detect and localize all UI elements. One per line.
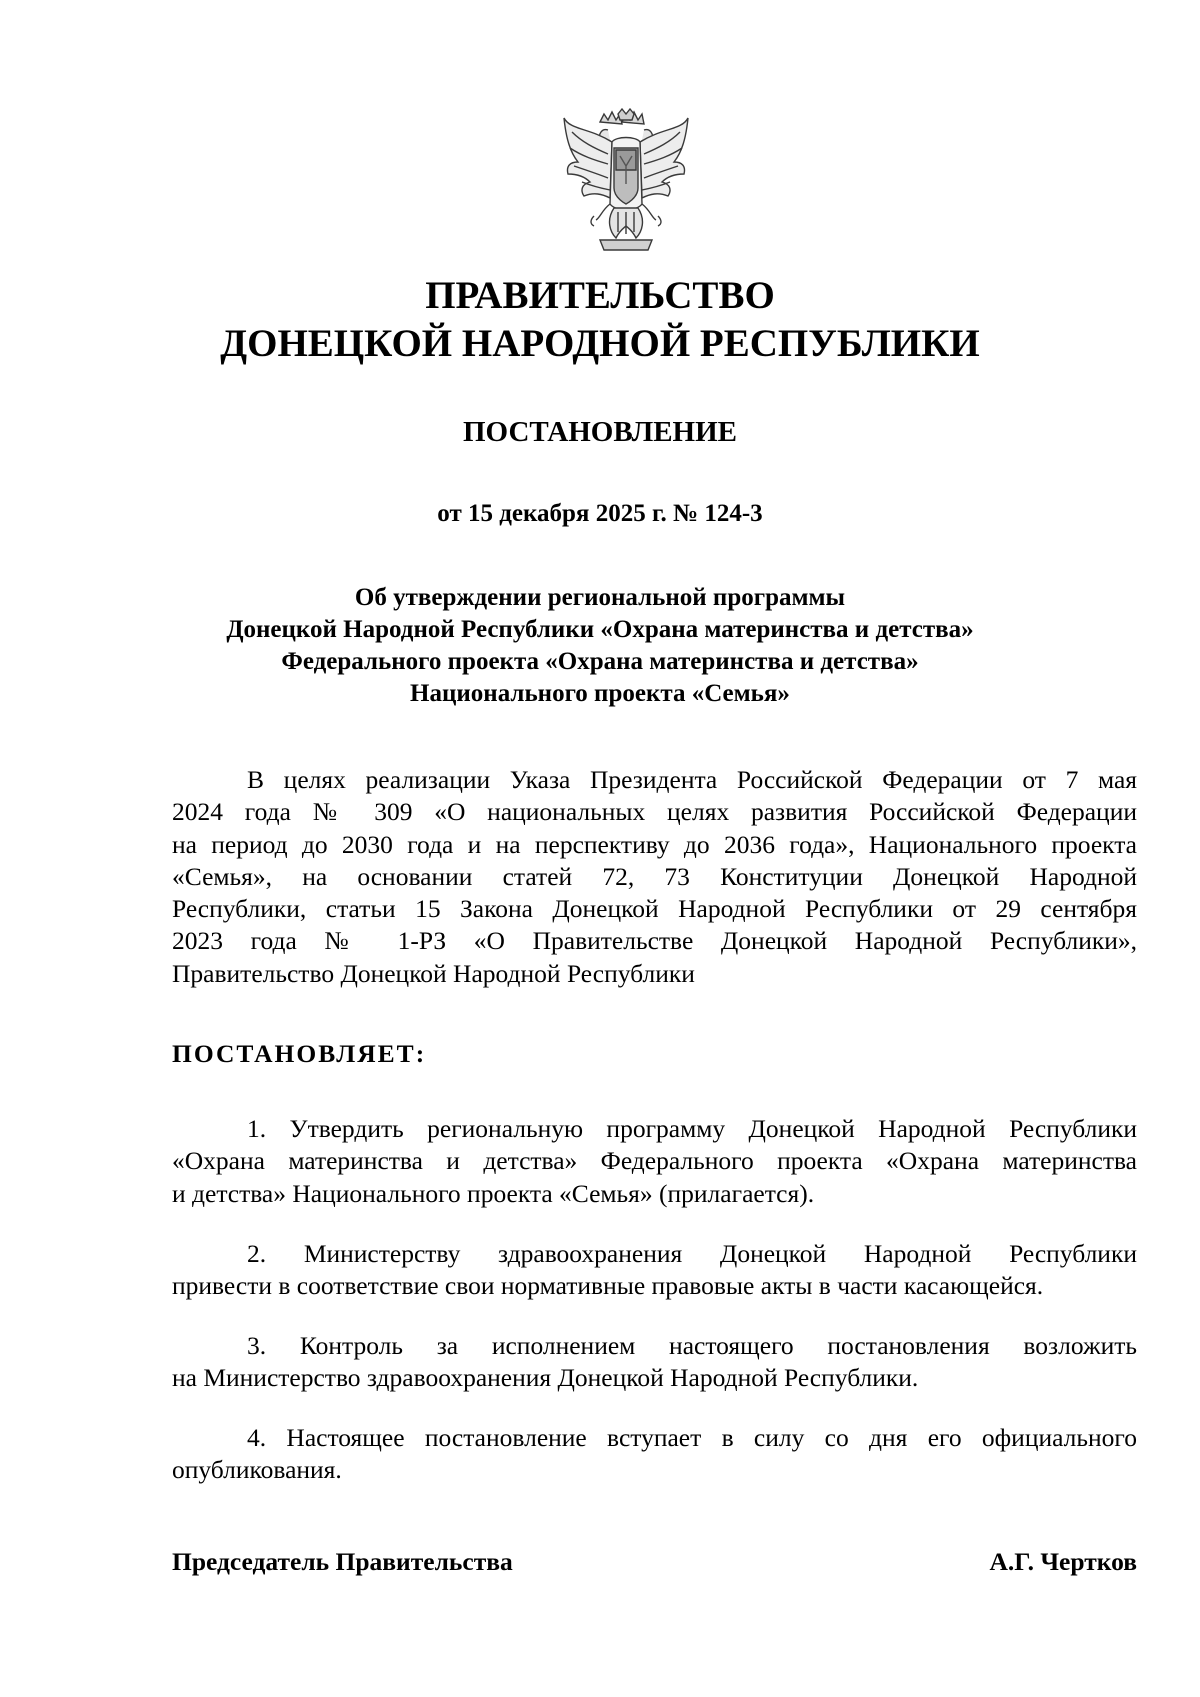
signatory-position: Председатель Правительства xyxy=(172,1547,513,1576)
coat-of-arms-icon xyxy=(560,108,692,254)
document-subject xyxy=(0,582,1200,710)
decree-item-4 xyxy=(172,1422,1137,1487)
item-line: «Охрана материнства и детства» Федерального проекта «Охрана материнства xyxy=(172,1146,1137,1176)
item-line: опубликования. xyxy=(172,1455,342,1485)
government-title-line-1: ПРАВИТЕЛЬСТВО xyxy=(425,274,775,317)
preamble-line: 2023 года № 1-РЗ «О Правительстве Донецкой Народной Республики», xyxy=(172,926,1137,956)
preamble-line: на период до 2030 года и на перспективу до 2036 года», Национального проекта xyxy=(172,829,1137,859)
preamble-line: В целях реализации Указа Президента Российской Федерации от 7 мая xyxy=(247,765,1137,794)
document-date-number: от 15 декабря 2025 г. № 124-3 xyxy=(437,500,763,527)
item-line: 3. Контроль за исполнением настоящего постановления возложить xyxy=(247,1331,1137,1360)
decree-item-2 xyxy=(172,1238,1137,1303)
decree-item-3 xyxy=(172,1330,1137,1395)
decree-verb: ПОСТАНОВЛЯЕТ: xyxy=(172,1039,427,1068)
preamble-line: Правительство Донецкой Народной Республики xyxy=(172,958,695,988)
decree-item-1 xyxy=(172,1113,1137,1210)
subject-line: Национального проекта «Семья» xyxy=(410,680,790,707)
item-line: 4. Настоящее постановление вступает в силу со дня его официального xyxy=(247,1423,1137,1452)
preamble-line: Республики, статьи 15 Закона Донецкой Народной Республики от 29 сентября xyxy=(172,894,1137,924)
preamble-line: 2024 года № 309 «О национальных целях развития Российской Федерации xyxy=(172,797,1137,827)
item-line: привести в соответствие свои нормативные правовые акты в части касающейся. xyxy=(172,1271,1044,1301)
item-line: 1. Утвердить региональную программу Донецкой Народной Республики xyxy=(247,1114,1137,1143)
preamble-paragraph xyxy=(172,764,1137,990)
document-kind: ПОСТАНОВЛЕНИЕ xyxy=(462,416,737,448)
subject-line: Об утверждении региональной программы xyxy=(354,584,846,611)
item-line: на Министерство здравоохранения Донецкой Народной Республики. xyxy=(172,1363,919,1393)
subject-line: Донецкой Народной Республики «Охрана материнства и детства» xyxy=(226,616,974,643)
government-title-line-2: ДОНЕЦКОЙ НАРОДНОЙ РЕСПУБЛИКИ xyxy=(220,322,980,365)
preamble-line: «Семья», на основании статей 72, 73 Конституции Донецкой Народной xyxy=(172,861,1137,891)
government-title xyxy=(0,272,1200,368)
item-line: и детства» Национального проекта «Семья» (прилагается). xyxy=(172,1178,815,1208)
signatory-name: А.Г. Чертков xyxy=(989,1547,1137,1576)
subject-line: Федерального проекта «Охрана материнства и детства» xyxy=(281,648,919,675)
item-line: 2. Министерству здравоохранения Донецкой Народной Республики xyxy=(247,1239,1137,1268)
